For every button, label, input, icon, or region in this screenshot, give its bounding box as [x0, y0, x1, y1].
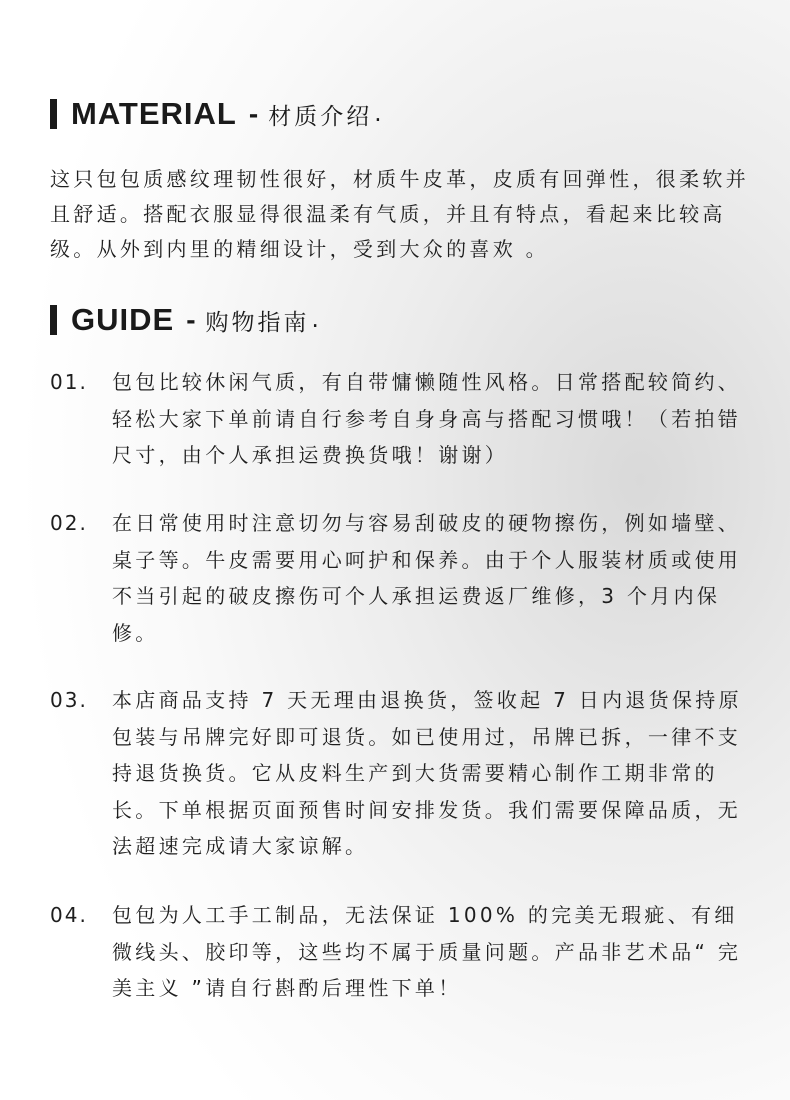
guide-item-text: 包包比较休闲气质，有自带慵懒随性风格。日常搭配较简约、轻松大家下单前请自行参考自身身高与搭配习惯哦！（若拍错尺寸，由个人承担运费换货哦！谢谢） — [112, 370, 742, 467]
guide-item-text: 包包为人工手工制品，无法保证 100% 的完美无瑕疵、有细微线头、胶印等，这些均不属于质量问题。产品非艺术品“ 完美主义 ”请自行斟酌后理性下单！ — [112, 903, 742, 1000]
guide-item-04 — [50, 897, 750, 1007]
material-title-dot: . — [374, 101, 382, 127]
material-title-en: MATERIAL — [71, 96, 237, 131]
material-title-separator: - — [248, 98, 259, 129]
guide-title-en: GUIDE — [71, 302, 175, 337]
guide-item-02 — [50, 505, 750, 651]
guide-item-03 — [50, 682, 750, 865]
title-bar-decoration — [50, 99, 57, 129]
guide-item-number: 01. — [50, 370, 88, 394]
guide-item-number: 03. — [50, 688, 88, 712]
guide-item-number: 04. — [50, 903, 88, 927]
material-description: 这只包包质感纹理韧性很好，材质牛皮革，皮质有回弹性，很柔软并且舒适。搭配衣服显得很温柔有气质，并且有特点，看起来比较高级。从外到内里的精细设计，受到大众的喜欢 。 — [50, 167, 749, 261]
material-section-title — [50, 96, 382, 132]
guide-section-title — [50, 302, 319, 338]
guide-title-separator: - — [186, 304, 196, 335]
guide-item-text: 本店商品支持 7 天无理由退换货，签收起 7 日内退货保持原包装与吊牌完好即可退货。如已使用过，吊牌已拆，一律不支持退货换货。它从皮料生产到大货需要精心制作工期非常的长。下单根据页面预售时间安排发货。我们需要保障品质，无法超速完成请大家谅解。 — [112, 688, 742, 858]
material-title-cn: 材质介绍 — [268, 103, 373, 130]
title-bar-decoration — [50, 305, 57, 335]
guide-title-dot: . — [311, 307, 319, 333]
guide-item-01 — [50, 364, 750, 474]
guide-title-cn: 购物指南 — [205, 309, 310, 336]
guide-item-text: 在日常使用时注意切勿与容易刮破皮的硬物擦伤，例如墙壁、桌子等。牛皮需要用心呵护和保养。由于个人服装材质或使用不当引起的破皮擦伤可个人承担运费返厂维修，3 个月内保修。 — [112, 511, 742, 645]
guide-item-number: 02. — [50, 511, 88, 535]
